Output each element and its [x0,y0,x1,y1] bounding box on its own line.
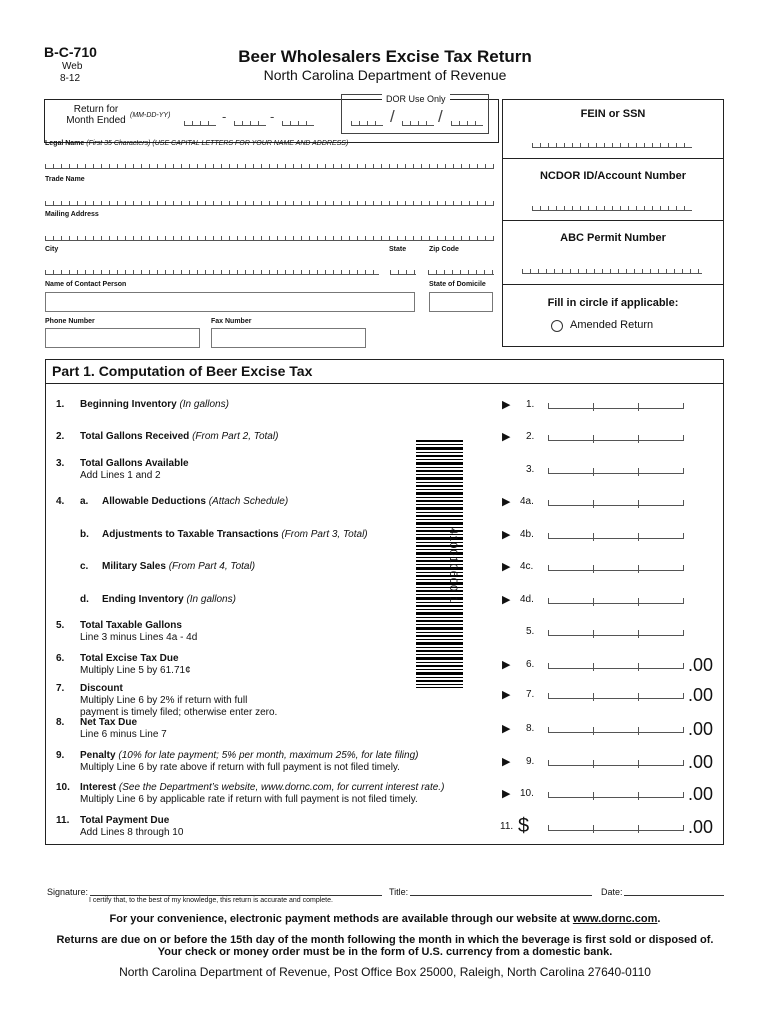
month-ended-yy[interactable] [282,120,314,126]
line-letter: d. [80,594,89,605]
cents-label: .00 [688,784,714,804]
line-instruction: Multiply Line 5 by 61.71¢ [80,665,191,676]
line-description: Total Taxable Gallons [80,620,182,631]
line-letter: b. [80,529,89,540]
line-description: Adjustments to Taxable Transactions (From Part 3, Total) [102,529,368,540]
dollar-sign: $ [518,815,530,837]
line-number: 1. [56,399,65,410]
id-box [502,99,724,347]
amount-input[interactable] [548,661,684,669]
date-dash: - [222,109,227,124]
line-ref: 6. [526,659,535,670]
part1-header-rule [45,383,724,384]
title-label: Title: [389,887,409,897]
line-description: Total Gallons Available [80,458,189,469]
line-instruction: Line 3 minus Lines 4a - 4d [80,632,198,643]
cents-label: .00 [688,719,714,739]
certify-text: I certify that, to the best of my knowledge, this return is accurate and complete. [89,897,333,904]
form-version: Web [62,61,83,72]
arrow-icon: ▶ [502,399,511,411]
line-number: 11. [56,815,70,826]
line-description: Total Payment Due [80,815,170,826]
dor-field-2 [402,120,434,126]
dor-slash: / [390,107,395,126]
dor-field-1 [351,120,383,126]
amount-input[interactable] [548,433,684,441]
trade-name-input[interactable] [45,200,494,206]
zip-label: Zip Code [429,246,459,253]
line-ref: 5. [526,626,535,637]
contact-input[interactable] [45,292,415,312]
page-title: Beer Wholesalers Excise Tax Return [238,47,532,66]
city-label: City [45,246,59,253]
dor-field-3 [451,120,483,126]
line-description: Penalty (10% for late payment; 5% per month, maximum 25%, for late filing) [80,750,419,761]
form-id: B-C-710 [44,44,97,60]
zip-input[interactable] [428,269,494,275]
amount-input[interactable] [548,596,684,604]
line-description: Total Excise Tax Due [80,653,179,664]
line-instruction: payment is timely filed; otherwise enter zero. [80,707,278,718]
line-ref: 9. [526,756,535,767]
line-ref: 4c. [520,561,534,572]
date-dash: - [270,109,275,124]
arrow-icon: ▶ [502,756,511,768]
due-notice: Returns are due on or before the 15th day of the month following the month in which the beverage is first sold or disposed of. Your check or money order must be in the form of U.S. currency from a domestic bank. [56,934,714,958]
amount-input[interactable] [548,563,684,571]
fax-label: Fax Number [211,318,252,325]
line-ref: 4a. [520,496,534,507]
amount-input[interactable] [548,691,684,699]
amount-input[interactable] [548,725,684,733]
state-input[interactable] [390,269,416,275]
form-date: 8-12 [60,73,81,84]
amount-input[interactable] [548,628,684,636]
line-ref: 8. [526,723,535,734]
amount-input[interactable] [548,531,684,539]
line-ref: 7. [526,689,535,700]
abc-label: ABC Permit Number [560,232,666,244]
domicile-label: State of Domicile [429,281,486,288]
fill-circle-label: Fill in circle if applicable: [547,297,679,309]
arrow-icon: ▶ [502,561,511,573]
return-for-label: Return for Month Ended [66,104,126,126]
date-format-label: (MM-DD-YY) [130,112,171,119]
arrow-icon: ▶ [502,723,511,735]
amount-input[interactable] [548,823,684,831]
arrow-icon: ▶ [502,689,511,701]
line-ref: 4d. [520,594,534,605]
line-instruction: Multiply Line 6 by rate above if return with full payment is not filed timely. [80,762,400,773]
dor-slash: / [438,107,443,126]
line-number: 7. [56,683,65,694]
line-letter: a. [80,496,89,507]
line-description: Beginning Inventory (In gallons) [80,399,229,410]
amount-input[interactable] [548,498,684,506]
amount-input[interactable] [548,790,684,798]
phone-label: Phone Number [45,318,95,325]
line-number: 5. [56,620,65,631]
mailing-address-input[interactable] [45,235,494,241]
line-number: 8. [56,717,65,728]
line-number: 4. [56,496,65,507]
line-ref: 10. [520,788,534,799]
divider [503,158,723,159]
dor-use-label: DOR Use Only [382,94,450,104]
line-ref: 2. [526,431,535,442]
line-number: 6. [56,653,65,664]
cents-label: .00 [688,685,714,705]
barcode-number: 410010600 1 [447,528,459,604]
line-description: Allowable Deductions (Attach Schedule) [102,496,289,507]
date-line[interactable] [624,895,724,896]
line-number: 9. [56,750,65,761]
line-number: 3. [56,458,65,469]
line-description: Interest (See the Department’s website, www.dornc.com, for current interest rate.) [80,782,445,793]
contact-label: Name of Contact Person [45,281,127,288]
line-number: 2. [56,431,65,442]
line-instruction: Add Lines 8 through 10 [80,827,184,838]
line-ref: 1. [526,399,535,410]
divider [503,220,723,221]
legal-name-input[interactable] [45,163,494,169]
signature-label: Signature: [47,887,89,897]
website-link[interactable]: www.dornc.com [572,913,658,925]
fax-input[interactable] [211,328,366,348]
agency-name: North Carolina Department of Revenue [263,67,507,83]
line-instruction: Multiply Line 6 by 2% if return with full [80,695,248,706]
line-instruction: Add Lines 1 and 2 [80,470,161,481]
arrow-icon: ▶ [502,496,511,508]
amount-input[interactable] [548,401,684,409]
date-label: Date: [601,887,623,897]
city-input[interactable] [45,269,379,275]
domicile-input[interactable] [429,292,493,312]
legal-name-label: Legal Name (First 35 Characters) (USE CAPITAL LETTERS FOR YOUR NAME AND ADDRESS) [45,140,349,147]
mailing-address-label: Mailing Address [45,211,99,218]
divider [503,284,723,285]
fein-input[interactable] [532,142,692,148]
part1-title: Part 1. Computation of Beer Excise Tax [52,363,313,379]
line-description: Military Sales (From Part 4, Total) [102,561,256,572]
month-ended-mm[interactable] [184,120,216,126]
amended-radio[interactable] [551,320,563,332]
title-line[interactable] [410,895,592,896]
trade-name-label: Trade Name [45,176,85,183]
arrow-icon: ▶ [502,529,511,541]
fein-label: FEIN or SSN [580,108,646,120]
line-ref: 11. [500,821,514,832]
arrow-icon: ▶ [502,788,511,800]
arrow-icon: ▶ [502,659,511,671]
cents-label: .00 [688,752,714,772]
electronic-notice: For your convenience, electronic payment methods are available through our website at www.dornc.com. [109,913,661,925]
phone-input[interactable] [45,328,200,348]
amount-input[interactable] [548,758,684,766]
month-ended-dd[interactable] [234,120,266,126]
signature-line[interactable] [90,895,382,896]
line-number: 10. [56,782,70,793]
state-label: State [389,246,407,253]
amount-input[interactable] [548,466,684,474]
ncdor-label: NCDOR ID/Account Number [539,170,687,182]
abc-input[interactable] [522,268,702,274]
arrow-icon: ▶ [502,431,511,443]
arrow-icon: ▶ [502,594,511,606]
line-instruction: Line 6 minus Line 7 [80,729,167,740]
line-instruction: Multiply Line 6 by applicable rate if return with full payment is not filed timely. [80,794,418,805]
mailing-address-footer: North Carolina Department of Revenue, Post Office Box 25000, Raleigh, North Carolina 27640-0110 [119,965,651,979]
cents-label: .00 [688,655,714,675]
line-ref: 4b. [520,529,534,540]
line-description: Discount [80,683,123,694]
line-description: Ending Inventory (In gallons) [102,594,236,605]
line-description: Net Tax Due [80,717,138,728]
line-ref: 3. [526,464,535,475]
cents-label: .00 [688,817,714,837]
ncdor-input[interactable] [532,205,692,211]
line-description: Total Gallons Received (From Part 2, Total) [80,431,279,442]
line-letter: c. [80,561,89,572]
amended-label: Amended Return [570,319,654,331]
